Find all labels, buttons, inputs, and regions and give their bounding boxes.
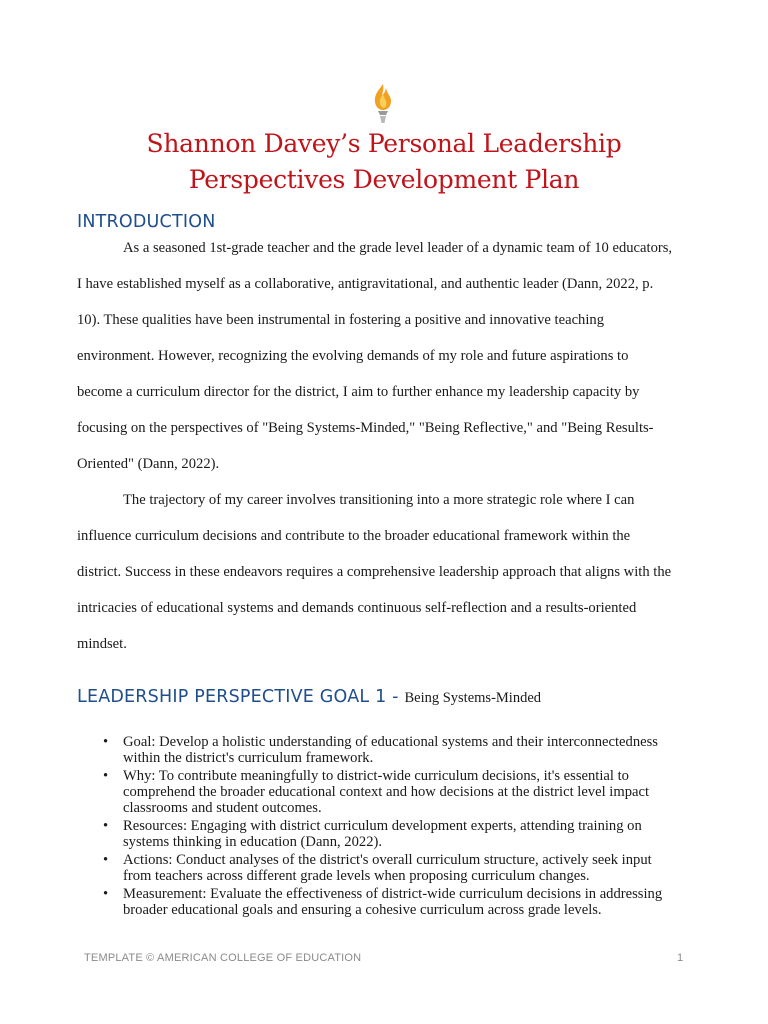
bullet-icon: •	[103, 886, 109, 903]
bullet-icon: •	[103, 818, 109, 835]
intro-paragraph-2	[77, 482, 693, 662]
list-item	[77, 768, 717, 817]
section-heading-introduction: INTRODUCTION	[77, 212, 216, 232]
bullet-icon: •	[103, 852, 109, 869]
text-line: become a curriculum director for the district, I aim to further enhance my leadership capacity by	[77, 384, 640, 400]
text-line: systems thinking in education (Dann, 2022).	[123, 834, 383, 851]
text-line: comprehend the broader educational context and how decisions at the district level impact	[123, 784, 650, 801]
heading-separator: -	[386, 687, 405, 707]
text-line: As a seasoned 1st-grade teacher and the grade level leader of a dynamic team of 10 educators,	[123, 240, 673, 256]
text-line: broader educational goals and ensuring a cohesive curriculum across grade levels.	[123, 902, 602, 919]
section-heading-goal-1	[77, 687, 541, 707]
goal-1-subheading: Being Systems-Minded	[404, 690, 542, 706]
intro-paragraph-1	[77, 230, 693, 482]
bullet-icon: •	[103, 734, 109, 750]
text-line: from teachers across different grade levels when proposing curriculum changes.	[123, 868, 590, 885]
title-line-2: Perspectives Development Plan	[188, 165, 580, 194]
list-item	[77, 818, 717, 850]
text-line: Oriented" (Dann, 2022).	[77, 456, 220, 472]
text-line: within the district's curriculum framework.	[123, 750, 374, 767]
title-line-1: Shannon Davey’s Personal Leadership	[146, 129, 622, 158]
text-line: district. Success in these endeavors requires a comprehensive leadership approach that aligns with the	[77, 564, 672, 580]
footer-page-number: 1	[677, 952, 684, 964]
text-line: Why: To contribute meaningfully to district-wide curriculum decisions, it's essential to	[123, 768, 629, 784]
list-item	[77, 734, 717, 766]
bullet-icon: •	[103, 768, 109, 784]
flame-torch-icon	[370, 82, 396, 124]
goal-1-bullet-list	[77, 734, 717, 920]
text-line: Resources: Engaging with district curriculum development experts, attending training on	[123, 818, 642, 835]
text-line: mindset.	[77, 636, 127, 652]
list-item	[77, 886, 717, 918]
text-line: Actions: Conduct analyses of the district's overall curriculum structure, actively seek input	[123, 852, 652, 869]
text-line: intricacies of educational systems and demands continuous self-reflection and a results-oriented	[77, 600, 637, 616]
text-line: environment. However, recognizing the evolving demands of my role and future aspirations to	[77, 348, 629, 364]
goal-1-heading: LEADERSHIP PERSPECTIVE GOAL 1	[77, 687, 387, 707]
text-line: 10). These qualities have been instrumental in fostering a positive and innovative teaching	[77, 312, 604, 328]
text-line: Goal: Develop a holistic understanding of educational systems and their interconnectedness	[123, 734, 658, 750]
text-line: classrooms and student outcomes.	[123, 800, 322, 817]
text-line: I have established myself as a collaborative, antigravitational, and authentic leader (Dann, 2022, p.	[77, 276, 654, 292]
footer-template-text: TEMPLATE © AMERICAN COLLEGE OF EDUCATION	[84, 952, 362, 964]
text-line: The trajectory of my career involves transitioning into a more strategic role where I can	[123, 492, 635, 508]
text-line: influence curriculum decisions and contribute to the broader educational framework within the	[77, 528, 631, 544]
text-line: focusing on the perspectives of "Being Systems-Minded," "Being Reflective," and "Being Results-	[77, 420, 654, 436]
text-line: Measurement: Evaluate the effectiveness of district-wide curriculum decisions in addressing	[123, 886, 663, 903]
document-title	[0, 126, 768, 198]
list-item	[77, 852, 717, 884]
